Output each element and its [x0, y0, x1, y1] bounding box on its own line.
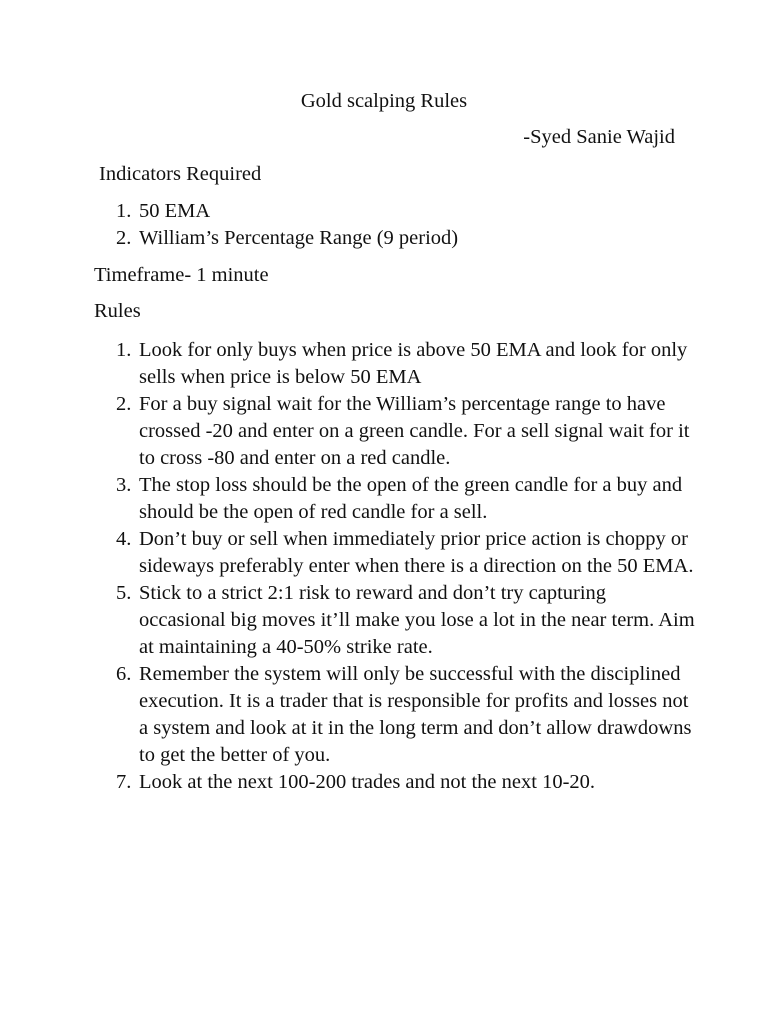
- list-item-text: Stick to a strict 2:1 risk to reward and don’t try capturing occasional big moves it’ll make you lose a lot in the near term. Aim at maintaining a 40-50% strike rate.: [139, 582, 695, 658]
- timeframe-line: Timeframe- 1 minute: [94, 264, 269, 286]
- rules-heading: Rules: [94, 300, 141, 322]
- list-item: [116, 526, 696, 580]
- list-item-text: Look at the next 100-200 trades and not the next 10-20.: [139, 771, 596, 793]
- list-item: [116, 337, 696, 391]
- list-item: [116, 661, 696, 769]
- list-number: 2.: [116, 227, 132, 249]
- list-number: 4.: [116, 528, 132, 550]
- indicators-heading: Indicators Required: [99, 163, 262, 185]
- list-item: [116, 225, 696, 252]
- list-item-text: William’s Percentage Range (9 period): [139, 227, 459, 249]
- list-item: [116, 580, 696, 661]
- indicators-list: [116, 198, 696, 252]
- list-number: 3.: [116, 474, 132, 496]
- list-item-text: The stop loss should be the open of the green candle for a buy and should be the open of red candle for a sell.: [139, 474, 683, 523]
- author-line: -Syed Sanie Wajid: [523, 126, 675, 148]
- list-item: [116, 769, 696, 796]
- list-number: 2.: [116, 393, 132, 415]
- list-item: [116, 472, 696, 526]
- list-item-text: For a buy signal wait for the William’s percentage range to have crossed -20 and enter on a green candle. For a sell signal wait for it to cross -80 and enter on a red candle.: [139, 393, 690, 469]
- document-title: Gold scalping Rules: [300, 90, 468, 112]
- list-number: 7.: [116, 771, 132, 793]
- list-item: [116, 391, 696, 472]
- rules-list: [116, 337, 696, 796]
- list-item-text: Remember the system will only be successful with the disciplined execution. It is a trader that is responsible for profits and losses not a system and look at it in the long term and don’t allow drawdowns to get the better of you.: [139, 663, 692, 766]
- list-number: 1.: [116, 339, 132, 361]
- list-number: 6.: [116, 663, 132, 685]
- list-item: [116, 198, 696, 225]
- list-item-text: Don’t buy or sell when immediately prior price action is choppy or sideways preferably enter when there is a direction on the 50 EMA.: [139, 528, 694, 577]
- list-number: 5.: [116, 582, 132, 604]
- list-number: 1.: [116, 200, 132, 222]
- list-item-text: Look for only buys when price is above 50 EMA and look for only sells when price is below 50 EMA: [139, 339, 688, 388]
- list-item-text: 50 EMA: [139, 200, 211, 222]
